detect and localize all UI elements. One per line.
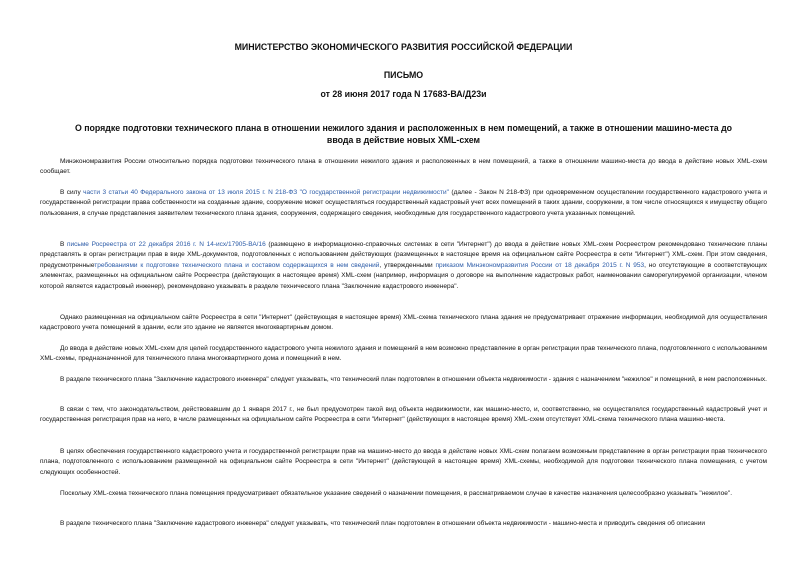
paragraph-parking-space: В связи с тем, что законодательством, действовавшим до 1 января 2017 г., не был предусмотрен такой вид объекта недвижимости, как машино-место, и, соответственно, не осуществлялся государственный кадастровый учет и государственная регистрация прав на него, в числе размещенных на официальном сайте Росреестра в сети "Интернет" (действующих в настоящее время) XML-схем отсутствует XML-схема технического плана машино-места. [40, 406, 767, 424]
paragraph-text: (размещено в информационно-справочных системах в сети "Интернет") до ввода в действие новых XML-схем Росреестром рекомендовано технические планы представлять в орган регистрации прав в виде XML-документов, подготовленных с использованием действующих (размещенных в настоящее время на официальном сайте Росреестра в сети "Интернет") XML-схем. При этом сведения, предусмотренные [40, 241, 767, 269]
paragraph-purpose-nonresidential: Поскольку XML-схема технического плана помещения предусматривает обязательное указание сведений о назначении помещения, в рассматриваемом случае в качестве назначения целесообразно указывать "нежилое". [60, 490, 733, 497]
paragraph-apartment-schema-use: До ввода в действие новых XML-схем для целей государственного кадастрового учета нежилого здания и помещений в нем возможно представление в орган регистрации прав технического плана, подготовленного с использованием XML-схемы, предназначенной для технического плана многоквартирного дома и помещений в нем. [40, 345, 767, 363]
paragraph-parking-registration: В целях обеспечения государственного кадастрового учета и государственной регистрации прав на машино-место до ввода в действие новых XML-схем полагаем возможным представление в орган регистрации прав технического плана, подготовленного с использованием размещенной на официальном сайте Росреестра в сети "Интернет" (действующей в настоящее время) XML-схемы, необходимой для подготовки технического плана помещения, с учетом следующих особенностей. [40, 448, 767, 476]
paragraph-text: В силу [60, 189, 84, 196]
order-953-link[interactable]: приказом Минэкономразвития России от 18 декабря 2015 г. N 953 [435, 261, 645, 269]
paragraph-parking-conclusion: В разделе технического плана "Заключение кадастрового инженера" следует указывать, что технический план подготовлен в отношении объекта недвижимости - машино-места и приводить сведения об описании [60, 520, 705, 527]
paragraph-xml-schema-limitation: Однако размещенная на официальном сайте Росреестра в сети "Интернет" (действующая в настоящее время) XML-схема технического плана здания не предусматривает отражение информации, необходимой для осуществления кадастрового учета помещений в здании, если это здание не является многоквартирным домом. [40, 314, 767, 332]
document-date-number: от 28 июня 2017 года N 17683-ВА/Д23и [320, 89, 487, 99]
ministry-name: МИНИСТЕРСТВО ЭКОНОМИЧЕСКОГО РАЗВИТИЯ РОССИЙСКОЙ ФЕДЕРАЦИИ [234, 42, 573, 52]
document-type: ПИСЬМО [383, 70, 424, 80]
paragraph-text: , но отсутствующие в соответствующих элементах, размещенных на официальном сайте Росреестра (действующих в настоящее время) XML-схем (например, информация о договоре на выполнение кадастровых работ, наименовании саморегулируемой организации, членом которой является кадастровый инженер), рекомендовано указывать в разделе технического плана "Заключение кадастрового инженера". [40, 261, 767, 290]
paragraph-text: В [60, 241, 68, 248]
rosreestr-letter-link[interactable]: письме Росреестра от 22 декабря 2016 г. N 14-исх/17905-ВА/16 [67, 241, 266, 248]
paragraph-text: , утвержденными [379, 261, 436, 269]
paragraph-engineer-conclusion: В разделе технического плана "Заключение кадастрового инженера" следует указывать, что технический план подготовлен в отношении объекта недвижимости - здания с назначением "нежилое" и помещений, в нем расположенных. [60, 376, 767, 383]
law-218-fz-link[interactable]: части 3 статьи 40 Федерального закона от 13 июля 2015 г. N 218-ФЗ "О государственной регистрации недвижимости" [83, 189, 449, 196]
paragraph-text: (далее - Закон N 218-ФЗ) при одновременном осуществлении государственного кадастрового учета и государственной регистрации права собственности на созданные здание, сооружение может осуществляться государственный кадастровый учет всех помещений в таких здании, сооружении, в том числе относящихся к имуществу общего пользования, в случае представления заявителем технического плана здания, сооружения, содержащего сведения, необходимые для государственного кадастрового учета указанных помещений. [40, 189, 768, 217]
paragraph-law-218 [40, 188, 767, 219]
document-title: О порядке подготовки технического плана в отношении нежилого здания и расположенных в нем помещений, а также в отношении машино-места до ввода в действие новых XML-схем [74, 123, 733, 145]
tech-plan-requirements-link[interactable]: требованиями к подготовке технического плана и составом содержащихся в нем сведений [94, 261, 380, 269]
paragraph-intro: Минэкономразвития России относительно порядка подготовки технического плана в отношении нежилого здания и расположенных в нем помещений, а также в отношении машино-места до ввода в действие новых XML-схем сообщает. [40, 158, 767, 176]
paragraph-rosreestr-letter [40, 240, 767, 292]
